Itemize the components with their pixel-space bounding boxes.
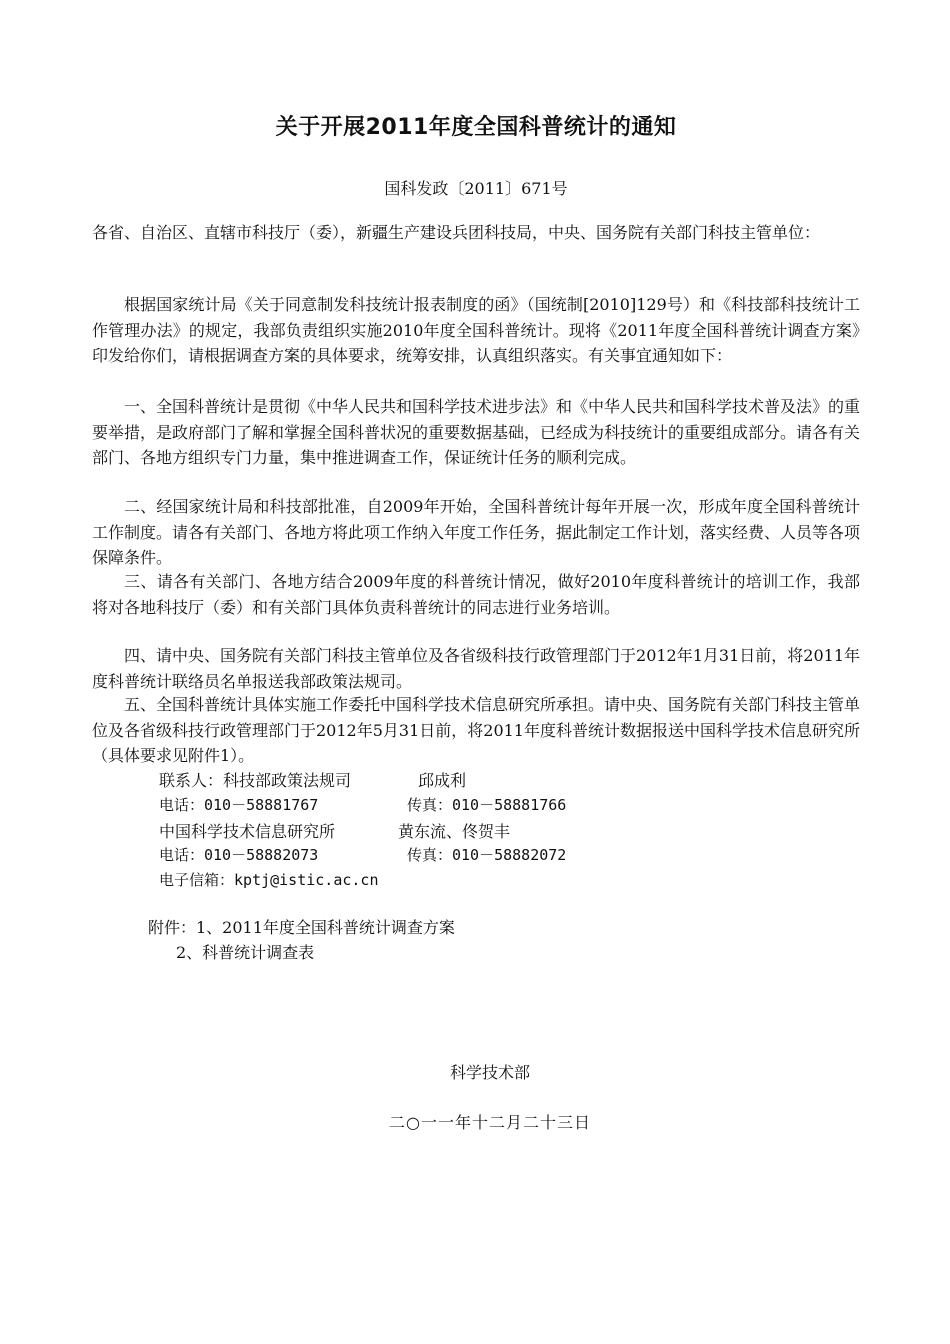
item-3: 三、请各有关部门、各地方结合2009年度的科普统计情况，做好2010年度科普统计的培训工作，我部将对各地科技厅（委）和有关部门具体负责科普统计的同志进行业务培训。 bbox=[92, 572, 860, 617]
contact-2-org: 中国科学技术信息研究所 bbox=[159, 822, 336, 841]
fax-2: 传真：010－58882072 bbox=[407, 846, 567, 864]
issuer: 科学技术部 bbox=[449, 1063, 530, 1082]
contact-1-label: 联系人：科技部政策法规司 bbox=[159, 771, 352, 790]
document-title: 关于开展2011年度全国科普统计的通知 bbox=[275, 115, 677, 140]
phone-2: 电话：010－58882073 bbox=[159, 846, 319, 864]
item-5: 五、全国科普统计具体实施工作委托中国科学技术信息研究所承担。请中央、国务院有关部门科技主管单位及各省级科技行政管理部门于2012年5月31日前，将2011年度科普统计数据报送中国科学技术信息研究所（具体要求见附件1）。 bbox=[92, 695, 861, 765]
issue-date: 二○一一年十二月二十三日 bbox=[389, 1113, 591, 1132]
addressee: 各省、自治区、直辖市科技厅（委），新疆生产建设兵团科技局，中央、国务院有关部门科技主管单位： bbox=[92, 223, 821, 242]
fax-1: 传真：010－58881766 bbox=[407, 796, 567, 814]
item-4: 四、请中央、国务院有关部门科技主管单位及各省级科技行政管理部门于2012年1月31日前，将2011年度科普统计联络员名单报送我部政策法规司。 bbox=[92, 646, 860, 691]
contact-1-name: 邱成利 bbox=[418, 771, 467, 790]
contact-2-names: 黄东流、佟贺丰 bbox=[398, 822, 511, 841]
intro-paragraph: 根据国家统计局《关于同意制发科技统计报表制度的函》（国统制[2010]129号）和《科技部科技统计工作管理办法》的规定，我部负责组织实施2010年度全国科普统计。现将《2011年度全国科普统计调查方案》印发给你们，请根据调查方案的具体要求，统筹安排，认真组织落实。有关事宜通知如下： bbox=[92, 295, 860, 365]
item-2: 二、经国家统计局和科技部批准，自2009年开始，全国科普统计每年开展一次，形成年度全国科普统计工作制度。请各有关部门、各地方将此项工作纳入年度工作任务，据此制定工作计划，落实经费、人员等各项保障条件。 bbox=[92, 497, 861, 567]
document-number: 国科发政〔2011〕671号 bbox=[384, 179, 568, 198]
email: 电子信箱：kptj@istic.ac.cn bbox=[159, 871, 379, 889]
attachment-2: 2、科普统计调查表 bbox=[176, 943, 315, 962]
item-1: 一、全国科普统计是贯彻《中华人民共和国科学技术进步法》和《中华人民共和国科学技术普及法》的重要举措，是政府部门了解和掌握全国科普状况的重要数据基础，已经成为科技统计的重要组成部分。请各有关部门、各地方组织专门力量，集中推进调查工作，保证统计任务的顺利完成。 bbox=[92, 397, 861, 467]
phone-1: 电话：010－58881767 bbox=[159, 796, 319, 814]
attachment-1: 附件：1、2011年度全国科普统计调查方案 bbox=[148, 918, 455, 937]
